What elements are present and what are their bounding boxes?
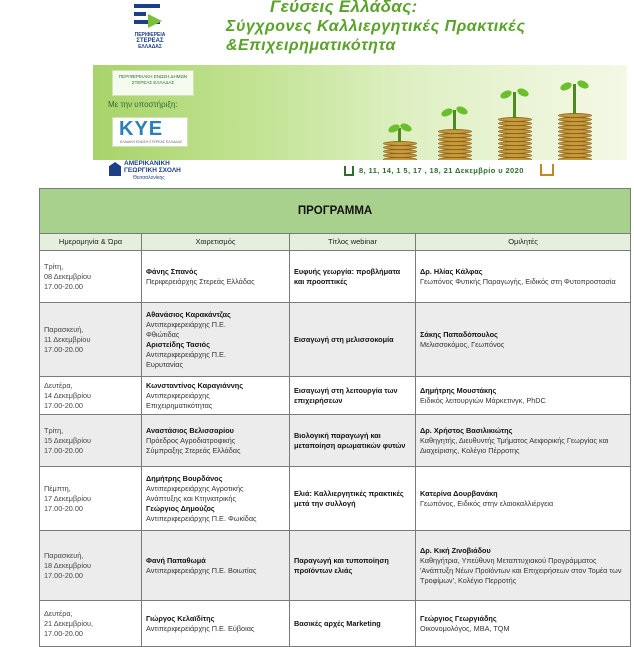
table-row — [40, 251, 631, 303]
column-header-speakers: Ομιλητές — [416, 234, 631, 251]
event-title-line2: Σύγχρονες Καλλιεργητικές Πρακτικές — [226, 18, 526, 35]
region-logo-text: ΠΕΡΙΦΕΡΕΙΑ ΣΤΕΡΕΑΣ ΕΛΛΑΔΑΣ — [134, 32, 166, 50]
event-title-line1: Γεύσεις Ελλάδας: — [270, 0, 418, 16]
session-date: Δευτέρα, 21 Δεκεμβρίου, 17.00-20.00 — [40, 601, 142, 647]
kye-logo-text: ΚΥΕ — [119, 118, 164, 140]
session-greeting: Αθανάσιος Καρακάντζας Αντιπεριφερειάρχης Π.Ε. Φθιώτιδας Αριστείδης Τασιός Αντιπεριφερειάρχης Π.Ε. Ευρυτανίας — [142, 303, 290, 377]
webinar-title: Παραγωγή και τυποποίηση προϊόντων ελιάς — [290, 531, 416, 601]
webinar-title: Ελιά: Καλλιεργητικές πρακτικές μετά την συλλογή — [290, 467, 416, 531]
school-name-line1: ΑΜΕΡΙΚΑΝΙΚΗ — [124, 160, 170, 167]
session-speaker: Δρ. Ηλίας Κάλφας Γεωπόνος Φυτικής Παραγωγής, Ειδικός στη Φυτοπροστασία — [416, 251, 631, 303]
table-row — [40, 377, 631, 415]
column-header-greeting: Χαιρετισμός — [142, 234, 290, 251]
session-greeting: Φανή Παπαθωμά Αντιπεριφερειάρχης Π.Ε. Βοιωτίας — [142, 531, 290, 601]
webinar-title: Εισαγωγή στη μελισσοκομία — [290, 303, 416, 377]
logo-bars-icon — [134, 4, 164, 28]
webinar-title: Εισαγωγή στη λειτουργία των επιχειρήσεων — [290, 377, 416, 415]
table-row — [40, 467, 631, 531]
event-header — [0, 0, 634, 185]
calendar-bracket-left-icon — [344, 166, 354, 176]
webinar-title: Βιολογική παραγωγή και μεταποίηση αρωματικών φυτών — [290, 415, 416, 467]
session-date: Πέμπτη, 17 Δεκεμβρίου 17.00-20.00 — [40, 467, 142, 531]
session-date: Τρίτη, 15 Δεκεμβρίου 17.00-20.00 — [40, 415, 142, 467]
region-logo — [122, 2, 178, 62]
session-speaker: Γεώργιος Γεωργιάδης Οικονομολόγος, MBA, TQM — [416, 601, 631, 647]
event-title-line3: &Επιχειρηματικότητα — [226, 37, 396, 54]
session-greeting: Φάνης Σπανός Περιφερειάρχης Στερεάς Ελλάδας — [142, 251, 290, 303]
session-greeting: Γιώργος Κελαϊδίτης Αντιπεριφερειάρχης Π.Ε. Εύβοιας — [142, 601, 290, 647]
calendar-bracket-right-icon — [540, 164, 554, 176]
webinar-title: Ευφυής γεωργία: προβλήματα και προοπτικές — [290, 251, 416, 303]
kye-logo-sub: ΚΛΑΔΙΚΗ ΕΝΩΣΗ ΣΤΕΡΕΑΣ ΕΛΛΑΔΑΣ — [119, 140, 183, 144]
column-header-title: Τίτλος webinar — [290, 234, 416, 251]
session-date: Παρασκευή, 18 Δεκεμβρίου 17.00-20.00 — [40, 531, 142, 601]
table-header-row — [40, 234, 631, 251]
school-city: Θεσσαλονίκης — [133, 175, 165, 181]
session-speaker: Δημήτρης Μουστάκης Ειδικός λειτουργιών Μάρκετινγκ, PhDC — [416, 377, 631, 415]
session-speaker: Σάκης Παπαδόπουλος Μελισσοκόμος, Γεωπόνος — [416, 303, 631, 377]
session-speaker: Δρ. Κική Ζινοβιάδου Καθηγήτρια, Υπεύθυνη Μεταπτυχιακού Προγράμματος 'Ανάπτυξη Νέων Προϊόντων και Επιχειρήσεων στον Τομέα των Τροφίμων', Κολέγιο Περροτής — [416, 531, 631, 601]
american-farm-school-logo — [109, 160, 219, 184]
session-speaker: Κατερίνα Δουρβανάκη Γεωπόνος, Ειδικός στην ελαιοκαλλιέργεια — [416, 467, 631, 531]
event-dates: 8, 11, 14, 1 5, 17 , 18, 21 Δεκεμβρίο υ 2020 — [359, 166, 524, 175]
support-label: Με την υποστήριξη: — [108, 100, 178, 109]
session-greeting: Δημήτρης Βουρδάνος Αντιπεριφερειάρχης Αγροτικής Ανάπτυξης και Κτηνιατρικής Γεώργιος Δημούζος Αντιπεριφερειάρχης Π.Ε. Φωκίδας — [142, 467, 290, 531]
webinar-title: Βασικές αρχές Marketing — [290, 601, 416, 647]
partner-logo-kye — [112, 117, 188, 147]
program-table — [39, 188, 631, 647]
column-header-date: Ημερομηνία & Ώρα — [40, 234, 142, 251]
table-row — [40, 303, 631, 377]
session-greeting: Κωνσταντίνος Καραγιάννης Αντιπεριφερειάρχης Επιχειρηματικότητας — [142, 377, 290, 415]
session-date: Τρίτη, 08 Δεκεμβρίου 17.00-20.00 — [40, 251, 142, 303]
session-greeting: Αναστάσιος Βελισσαρίου Πρόεδρος Αγροδιατροφικής Σύμπραξης Στερεάς Ελλάδας — [142, 415, 290, 467]
table-row — [40, 415, 631, 467]
table-row — [40, 531, 631, 601]
partner-logo-ped: ΠΕΡΙΦΕΡΕΙΑΚΗ ΕΝΩΣΗ ΔΗΜΩΝ ΣΤΕΡΕΑΣ ΕΛΛΑΔΑΣ — [112, 70, 194, 96]
session-date: Παρασκευή, 11 Δεκεμβρίου 17.00-20.00 — [40, 303, 142, 377]
session-date: Δευτέρα, 14 Δεκεμβρίου 17.00-20.00 — [40, 377, 142, 415]
school-crest-icon — [109, 162, 121, 176]
program-title: ΠΡΟΓΡΑΜΜΑ — [40, 189, 631, 234]
school-name-line2: ΓΕΩΡΓΙΚΗ ΣΧΟΛΗ — [124, 167, 181, 174]
session-speaker: Δρ. Χρήστος Βασιλικιώτης Καθηγητής, Διευθυντής Τμήματος Αειφορικής Γεωργίας και Διαχείρισης, Κολέγιο Πέρροτης — [416, 415, 631, 467]
